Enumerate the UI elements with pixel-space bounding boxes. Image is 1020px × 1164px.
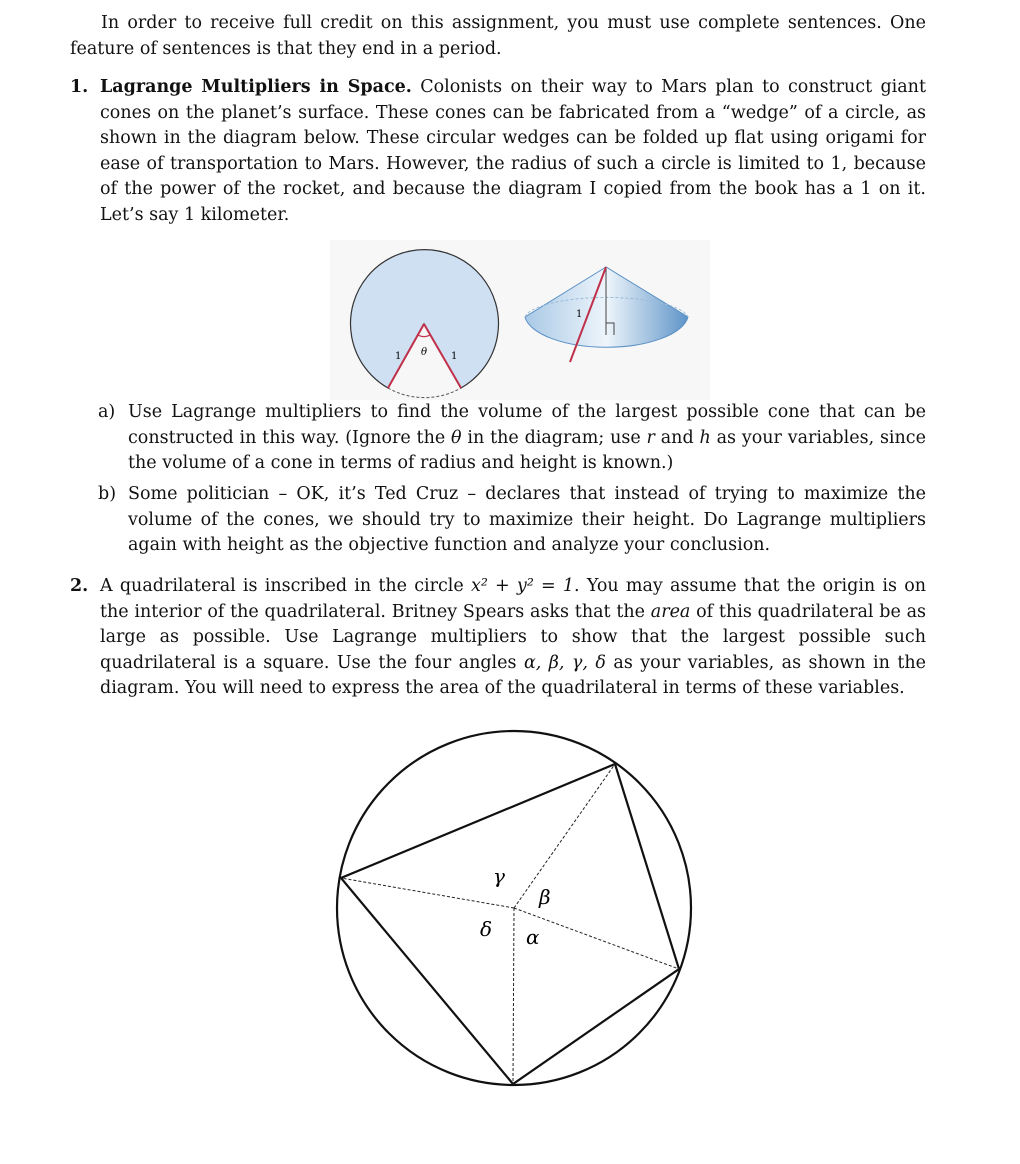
part-b <box>98 482 926 559</box>
angle-variables: α, β, γ, δ <box>523 652 606 673</box>
part-a-var-h: h <box>699 427 711 448</box>
inscribed-quadrilateral-figure <box>330 725 700 1095</box>
problem-2-text-2: . You may assume that the origin is on the interior of the quadrilateral. Britney Spears asks that the <box>100 576 926 622</box>
part-a-text-3: and <box>654 427 700 448</box>
gamma-label: γ <box>493 864 505 888</box>
part-a-body <box>128 400 926 477</box>
area-word: area <box>650 601 691 622</box>
alpha-label: α <box>526 925 540 949</box>
cone-wedge-figure <box>330 240 710 405</box>
problem-2 <box>70 574 926 702</box>
delta-label: δ <box>480 917 493 941</box>
problem-2-text-4: as your variables, as shown in the diagram. You will need to express the area of the quadrilateral in terms of these variables. <box>100 652 926 698</box>
problem-2-body <box>100 574 926 702</box>
problem-2-text-1: A quadrilateral is inscribed in the circle <box>100 576 471 596</box>
part-b-text: Some politician – OK, it’s Ted Cruz – declares that instead of trying to maximize the volume of the cones, we should try to maximize their height. Do Lagrange multipliers again with height as the objective function and analyze your conclusion. <box>128 484 926 555</box>
left-radius-label: 1 <box>395 351 402 362</box>
part-a-label: a) <box>98 402 116 422</box>
part-a-text-1: Use Lagrange multipliers to find the volume of the largest possible cone that can be constructed in this way. (Ignore the <box>128 402 926 448</box>
problem-2-text-3: of this quadrilateral be as large as possible. Use Lagrange multipliers to show that the largest possible such quadrilateral is a square. Use the four angles <box>100 601 926 673</box>
circle-equation: x² + y² = 1 <box>470 576 575 596</box>
right-radius-label: 1 <box>451 351 458 362</box>
problem-1 <box>70 75 926 228</box>
theta-label: θ <box>421 347 428 358</box>
problem-1-number: 1. <box>70 77 89 97</box>
problem-1-body <box>100 75 926 228</box>
problem-1-text: Colonists on their way to Mars plan to construct giant cones on the planet’s surface. These cones can be fabricated from a “wedge” of a circle, as shown in the diagram below. These circular wedges can be folded up flat using origami for ease of transportation to Mars. However, the radius of such a circle is limited to 1, because of the power of the rocket, and because the diagram I copied from the book has a 1 on it. Let’s say 1 kilometer. <box>100 77 926 225</box>
part-a-text-4: as your variables, since the volume of a cone in terms of radius and height is known.) <box>128 427 926 473</box>
part-a-text-2: in the diagram; use <box>461 427 647 448</box>
part-a <box>98 400 926 477</box>
part-b-label: b) <box>98 484 117 504</box>
beta-label: β <box>539 885 551 909</box>
cone-slant-label: 1 <box>576 309 583 320</box>
problem-1-title: Lagrange Multipliers in Space. <box>100 77 412 97</box>
problem-2-number: 2. <box>70 576 89 596</box>
intro-paragraph: In order to receive full credit on this assignment, you must use complete sentences. One feature of sentences is that they end in a period. <box>70 13 926 59</box>
part-a-var-theta: θ <box>451 427 462 448</box>
part-a-var-r: r <box>646 427 655 448</box>
